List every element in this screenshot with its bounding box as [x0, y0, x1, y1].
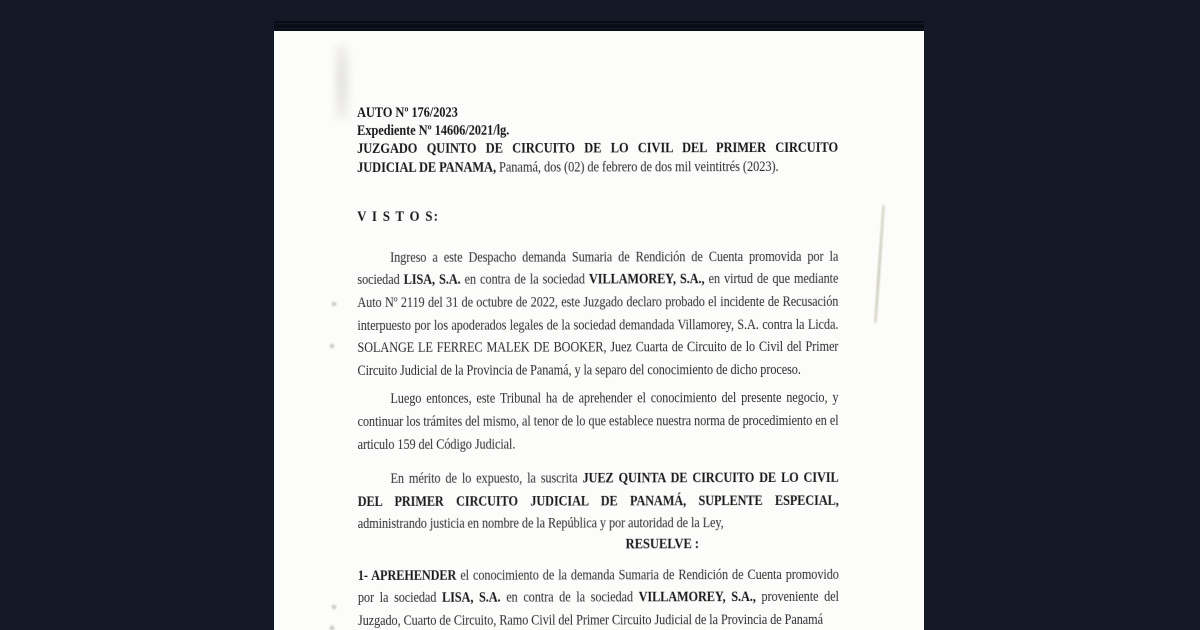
- vistos-heading: V I S T O S:: [357, 208, 440, 225]
- text-run-bold: Expediente Nº 14606/2021/lg.: [357, 122, 510, 140]
- text-run: Ingreso a este Despacho demanda Sumaria de Rendición de Cuenta promovida por la sociedad: [357, 248, 839, 289]
- scan-crease: [874, 205, 885, 323]
- court-date-line: [357, 157, 838, 176]
- scan-speck: [332, 605, 336, 609]
- scan-speck: [330, 344, 334, 348]
- text-run: en contra de la sociedad: [500, 589, 639, 606]
- text-run-bold: JUDICIAL DE PANAMA,: [357, 159, 496, 176]
- text-run-bold: JUEZ QUINTA DE CIRCUITO DE LO CIVIL DEL PRIMER CIRCUITO JUDICIAL DE PANAMÁ, SUPLENTE ESPECIAL,: [357, 469, 839, 510]
- text-run: en contra de la sociedad: [460, 271, 589, 289]
- scan-speck: [330, 626, 334, 630]
- text-run: el conocimiento de la demanda Sumaria de Rendición de Cuenta promovido por la sociedad: [357, 566, 839, 607]
- text-run-bold: JUZGADO QUINTO DE CIRCUITO DE LO CIVIL DEL PRIMER CIRCUITO: [357, 140, 839, 158]
- scan-top-edge: [274, 21, 924, 31]
- text-run-bold: LISA, S.A.: [403, 272, 461, 289]
- text-run: en virtud de que mediante Auto Nº 2119 del 31 de octubre de 2022, este Juzgado declaro probado el incidente de Recusación interpuesto por los apoderados legales de la sociedad demandada Villamorey, S.A. contra la Licda. SOLANGE LE FERREC MALEK DE BOOKER, Juez Cuarta de Circuito de lo Civil del Primer Circuito Judicial de la Provincia de Panamá, y la separo del conocimiento de dicho proceso.: [357, 271, 839, 379]
- text-run-bold: VILLAMOREY, S.A.,: [588, 271, 705, 288]
- scan-speck: [332, 302, 336, 306]
- expediente-line: [357, 121, 838, 140]
- document-content: [357, 103, 839, 630]
- paragraph-vistos-1: [357, 246, 838, 383]
- text-run: En mérito de lo expuesto, la suscrita: [390, 470, 583, 488]
- document-page: [274, 31, 924, 630]
- resuelve-heading: RESUELVE :: [625, 536, 699, 553]
- paragraph-vistos-2: [358, 387, 839, 456]
- text-run-bold: AUTO Nº 176/2023: [357, 104, 458, 121]
- paragraph-resolution-1: [358, 563, 839, 630]
- court-name-line: [357, 139, 838, 158]
- auto-number-line: [357, 103, 838, 122]
- text-run-bold: 1- APREHENDER: [357, 567, 457, 584]
- text-run: Luego entonces, este Tribunal ha de aprehender el conocimiento del presente negocio, y continuar los trámites del mismo, al tenor de lo que establece nuestra norma de procedimiento en el articulo 159 del Código Judicial.: [357, 390, 839, 453]
- scan-smudge: [334, 44, 350, 120]
- text-run: administrando justicia en nombre de la República y por autoridad de la Ley,: [357, 515, 724, 533]
- text-run-bold: VILLAMOREY, S.A.,: [638, 589, 756, 606]
- document-header: [357, 103, 838, 177]
- text-run: Panamá, dos (02) de febrero de dos mil veintitrés (2023).: [495, 158, 779, 176]
- text-run-bold: LISA, S.A.: [442, 589, 501, 606]
- paragraph-merito: [358, 467, 839, 536]
- text-run: proveniente del Juzgado, Cuarto de Circuito, Ramo Civil del Primer Circuito Judicial de la Provincia de Panamá: [357, 588, 839, 629]
